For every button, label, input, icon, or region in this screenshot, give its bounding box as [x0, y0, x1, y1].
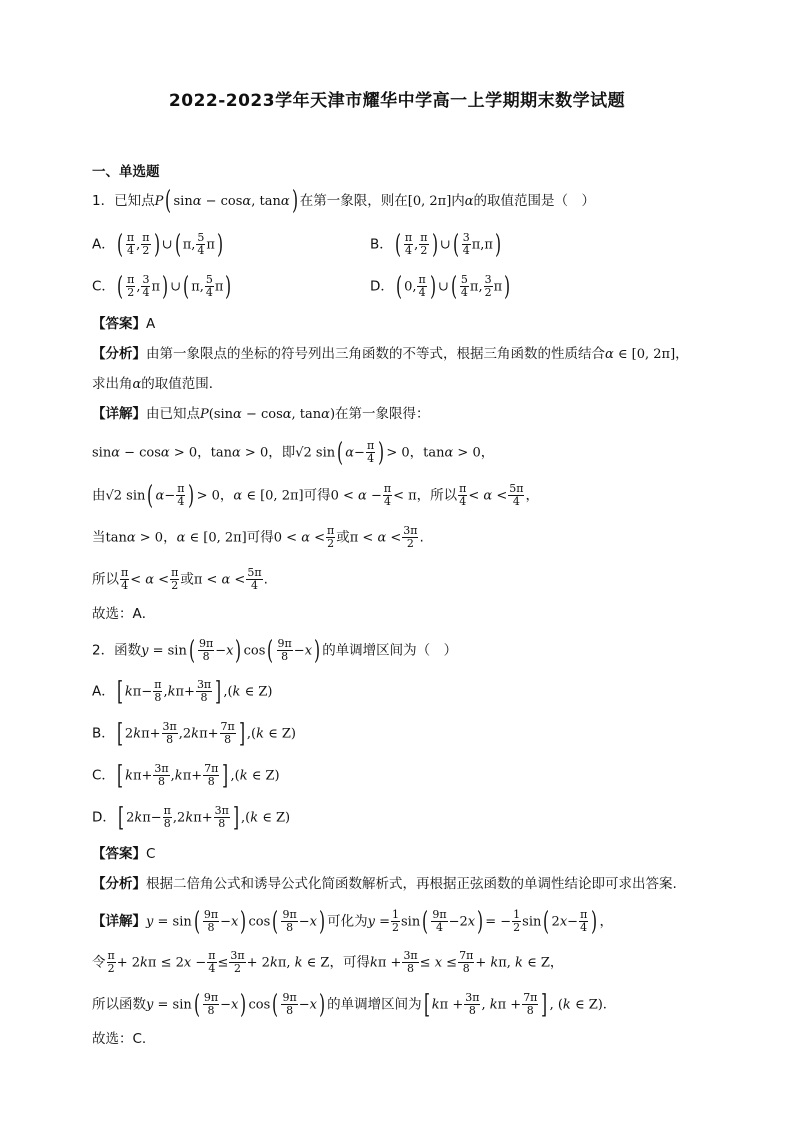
document-title: 2022-2023学年天津市耀华中学高一上学期期末数学试题 [168, 91, 626, 111]
q1-answer: 【答案】A [92, 316, 156, 332]
q2-option-a: A．[ kπ− $\frac{\pi}{8}$ ,kπ+ $\frac{3\pi}{8}$ ] ,(k ∈ Z) [92, 676, 273, 707]
q2-detail-step1: 【详解】y = sin( $\frac{9\pi}{8}$ −x) cos( $\frac{9\pi}{8}$ −x) 可化为y = $\frac{1}{2}$ sin( $\frac{9\pi}{4}$ −2x) = − $\frac{1}{2}$ sin( 2x− $\frac{\pi}{4}$ ) ， [92, 906, 613, 937]
q1-detail-step1: sinα − cosα > 0，tanα > 0，即√2 sin( α− $\frac{\pi}{4}$ ) > 0，tanα > 0， [92, 437, 495, 468]
q1-detail-step3: 当tanα > 0，α ∈ [0, 2π]可得0 < α < $\frac{\pi}{2}$ 或π < α < $\frac{3\pi}{2}$ . [92, 524, 424, 550]
q2-option-c: C．[ kπ+ $\frac{3\pi}{8}$ ,kπ+ $\frac{7\pi}{8}$ ] ,(k ∈ Z) [92, 760, 280, 791]
q2-option-d: D．[ 2kπ− $\frac{\pi}{8}$ ,2kπ+ $\frac{3\pi}{8}$ ] ,(k ∈ Z) [92, 802, 291, 833]
q1-option-b: B．( $\frac{\pi}{4}$ , $\frac{\pi}{2}$ ) ∪( $\frac{3}{4}$ π,π) [370, 229, 502, 260]
q1-option-a: A．( $\frac{\pi}{4}$ , $\frac{\pi}{2}$ ) ∪( π, $\frac{5}{4}$ π) [92, 229, 224, 260]
q1-detail-intro: 【详解】由已知点P(sinα − cosα, tanα)在第一象限得： [92, 406, 430, 422]
q1-option-d: D．( 0, $\frac{\pi}{4}$ ) ∪( $\frac{5}{4}$ π, $\frac{3}{2}$ π) [370, 271, 511, 302]
q2-detail-step3: 所以函数y = sin( $\frac{9\pi}{8}$ −x) cos( $\frac{9\pi}{8}$ −x) 的单调增区间为[ kπ + $\frac{3\pi}{8}$ , kπ + $\frac{7\pi}{8}$ ] , (k ∈ Z). [92, 989, 607, 1020]
q1-choose: 故选：A． [92, 606, 156, 622]
q2-choose: 故选：C. [92, 1031, 147, 1047]
q1-detail-step4: 所以 $\frac{\pi}{4}$ < α < $\frac{\pi}{2}$ 或π < α < $\frac{5\pi}{4}$ . [92, 566, 268, 592]
section-heading: 一、单选题 [92, 164, 160, 180]
q2-stem: 2．函数y = sin( $\frac{9\pi}{8}$ −x) cos( $\frac{9\pi}{8}$ −x) 的单调增区间为（ ） [92, 635, 458, 666]
q1-stem: 1．已知点P( sinα − cosα, tanα) 在第一象限，则在[0, 2π]内α的取值范围是（ ） [92, 186, 596, 216]
q1-analysis-cont: 求出角α的取值范围． [92, 376, 223, 392]
q2-detail-step2: 令 $\frac{\pi}{2}$ + 2kπ ≤ 2x − $\frac{\pi}{4}$ ≤ $\frac{3\pi}{2}$ + 2kπ, k ∈ Z，可得kπ + $\frac{3\pi}{8}$ ≤ x ≤ $\frac{7\pi}{8}$ + kπ, k ∈ Z， [92, 949, 564, 975]
q2-analysis: 【分析】根据二倍角公式和诱导公式化简函数解析式，再根据正弦函数的单调性结论即可求出答案. [92, 876, 677, 892]
q1-option-c: C．( $\frac{\pi}{2}$ , $\frac{3}{4}$ π) ∪( π, $\frac{5}{4}$ π) [92, 271, 232, 302]
q1-analysis: 【分析】由第一象限点的坐标的符号列出三角函数的不等式，根据三角函数的性质结合α ∈ [0, 2π]， [92, 346, 689, 362]
q1-detail-step2: 由√2 sin( α− $\frac{\pi}{4}$ ) > 0，α ∈ [0, 2π]可得0 < α − $\frac{\pi}{4}$ < π，所以 $\frac{\pi}{4}$ < α < $\frac{5\pi}{4}$ ， [92, 480, 539, 511]
q2-option-b: B．[ 2kπ+ $\frac{3\pi}{8}$ ,2kπ+ $\frac{7\pi}{8}$ ] ,(k ∈ Z) [92, 718, 296, 749]
q2-answer: 【答案】C [92, 846, 156, 862]
